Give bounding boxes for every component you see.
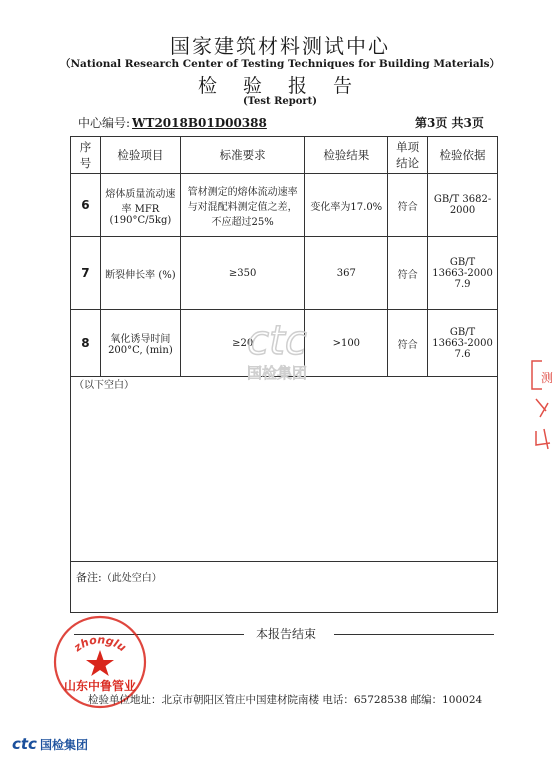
star-icon (86, 650, 114, 676)
ctc-logo-text: 国检集团 (39, 738, 88, 752)
cell-item: 断裂伸长率 (%) (100, 237, 180, 310)
watermark-text: 国检集团 (246, 364, 308, 382)
cell-seq: 8 (71, 310, 101, 377)
cell-requirement: ≥350 (180, 237, 305, 310)
cell-result: 变化率为17.0% (305, 174, 388, 237)
table-header-row (71, 137, 498, 174)
stamp-name: 山东中鲁管业 (63, 679, 137, 693)
report-type-cn: 检 验 报 告 (197, 75, 363, 97)
cell-conclusion: 符合 (388, 237, 428, 310)
cell-result: 367 (305, 237, 388, 310)
cell-basis: GB/T 13663-2000 7.6 (428, 310, 498, 377)
watermark-mark: ctc (247, 318, 307, 364)
cell-conclusion: 符合 (388, 310, 428, 377)
ctc-logo (12, 735, 88, 753)
remark-divider (70, 561, 498, 562)
cell-item: 熔体质量流动速率 MFR (190°C/5kg) (100, 174, 180, 237)
center-number (78, 114, 267, 131)
ctc-watermark (222, 316, 332, 386)
table-row (71, 174, 498, 237)
report-title-cn: 国家建筑材料测试中心 (170, 34, 390, 58)
below-blank-note: （以下空白） (74, 380, 134, 391)
col-header-conclusion: 单项结论 (388, 137, 428, 174)
col-header-basis: 检验依据 (428, 137, 498, 174)
ctc-logo-mark: ctc (12, 735, 37, 753)
test-unit-address: 检验单位地址：北京市朝阳区管庄中国建材院南楼 电话：65728538 邮编：100024 (88, 694, 483, 706)
edge-seal (522, 355, 560, 465)
cell-requirement: 管材测定的熔体流动速率与对混配料测定值之差，不应超过25% (180, 174, 305, 237)
remark-label: 备注: (76, 571, 102, 584)
end-line-right (334, 634, 494, 635)
col-header-requirement: 标准要求 (180, 137, 305, 174)
cell-item: 氧化诱导时间 200°C, (min) (100, 310, 180, 377)
cell-basis: GB/T 13663-2000 7.9 (428, 237, 498, 310)
center-number-label: 中心编号: (78, 116, 131, 130)
col-header-seq: 序号 (71, 137, 101, 174)
cell-basis: GB/T 3682-2000 (428, 174, 498, 237)
page-info: 第3页 共3页 (415, 116, 484, 130)
edge-seal-text: 测 (541, 371, 554, 385)
report-end-text: 本报告结束 (256, 627, 317, 641)
report-type-en: (Test Report) (242, 96, 318, 107)
center-number-value: WT2018B01D00388 (132, 116, 267, 130)
remark (76, 569, 162, 585)
cell-requirement: ≥20 (180, 310, 305, 377)
stamp-arc-text: zhonglu (71, 633, 129, 655)
cell-seq: 7 (71, 237, 101, 310)
remark-text: （此处空白） (101, 573, 162, 584)
cell-conclusion: 符合 (388, 174, 428, 237)
cell-seq: 6 (71, 174, 101, 237)
table-row (71, 237, 498, 310)
col-header-result: 检验结果 (305, 137, 388, 174)
report-title-en: （National Research Center of Testing Techniques for Building Materials） (59, 58, 501, 70)
col-header-item: 检验项目 (100, 137, 180, 174)
cell-result: >100 (305, 310, 388, 377)
